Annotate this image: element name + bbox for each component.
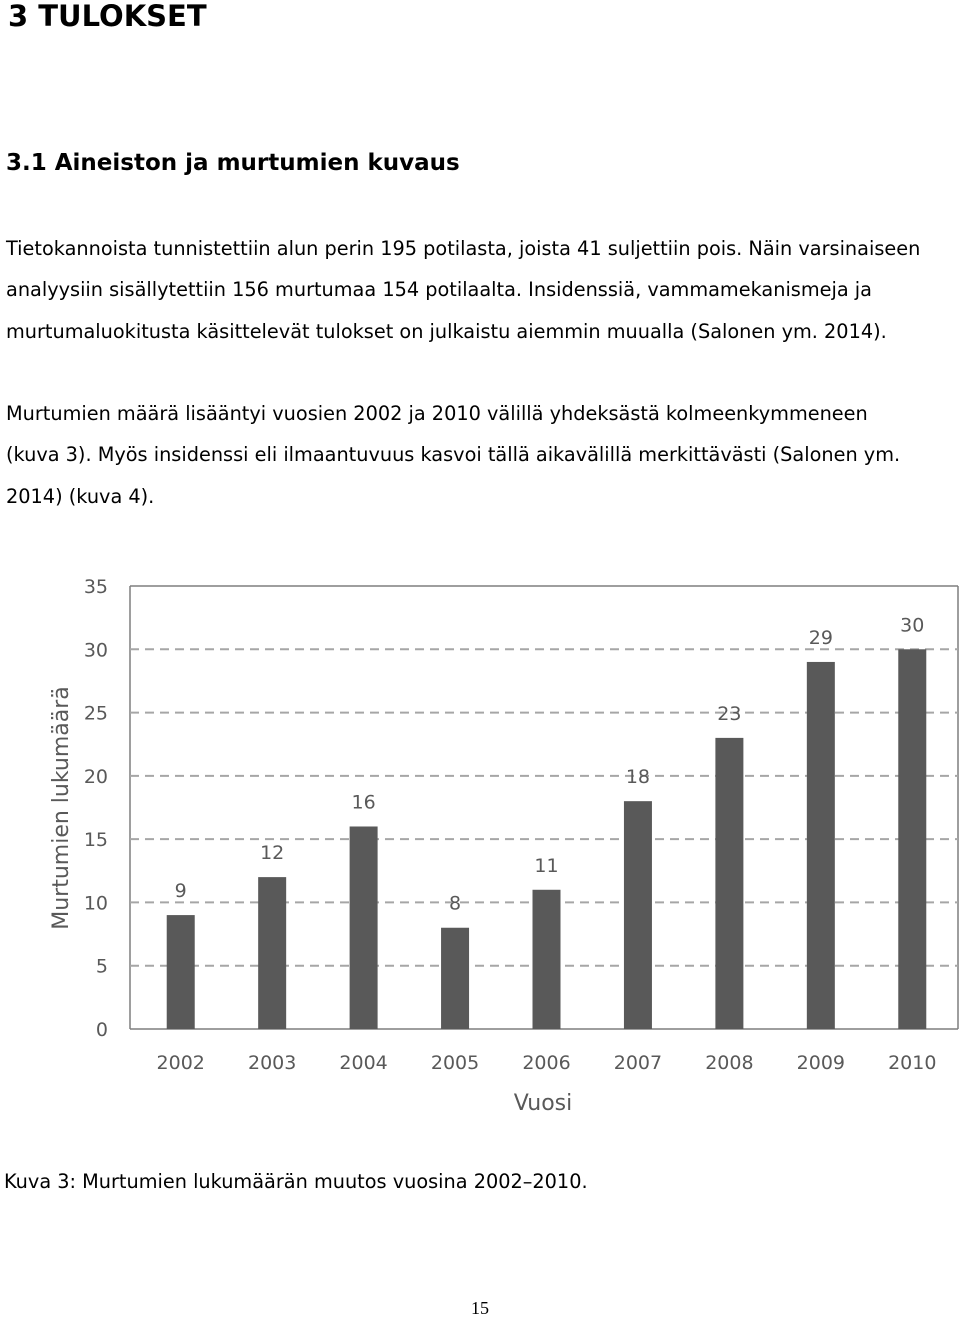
bar-2005 [441, 928, 469, 1029]
section-heading: 3 TULOKSET [8, 0, 207, 33]
data-label-2005: 8 [449, 892, 462, 915]
x-tick-label: 2009 [796, 1052, 846, 1074]
y-axis-title: Murtumien lukumäärä [49, 686, 74, 930]
bar-2004 [350, 826, 378, 1029]
bar-2002 [167, 915, 195, 1029]
paragraph-2-line: Murtumien määrä lisääntyi vuosien 2002 ja 2010 välillä yhdeksästä kolmeenkymmeneen [6, 402, 868, 425]
y-tick-label: 10 [83, 892, 108, 915]
bar-2008 [715, 738, 743, 1029]
bar-chart [0, 560, 960, 1130]
page-number: 15 [471, 1298, 489, 1318]
y-tick-label: 30 [83, 639, 108, 662]
x-axis-title: Vuosi [513, 1091, 573, 1116]
paragraph-1-line: murtumaluokitusta käsittelevät tulokset on julkaistu aiemmin muualla (Salonen ym. 2014). [6, 319, 887, 343]
data-label-2009: 29 [808, 626, 833, 649]
paragraph-1 [6, 228, 958, 352]
data-label-2004: 16 [351, 791, 376, 814]
bar-2010 [898, 649, 926, 1029]
x-tick-label: 2004 [339, 1052, 388, 1074]
paragraph-2 [6, 393, 958, 517]
bar-2006 [533, 890, 561, 1029]
x-tick-label: 2003 [247, 1052, 297, 1074]
paragraph-2-line: 2014) (kuva 4). [6, 484, 155, 508]
x-tick-label: 2007 [613, 1052, 663, 1074]
data-label-2003: 12 [260, 842, 285, 865]
bar-2007 [624, 801, 652, 1029]
y-tick-label: 5 [95, 955, 108, 978]
x-tick-label: 2002 [156, 1052, 205, 1074]
x-tick-label: 2010 [888, 1052, 937, 1074]
bar-2003 [258, 877, 286, 1029]
subsection-heading: 3.1 Aineiston ja murtumien kuvaus [6, 150, 460, 176]
chart-y-ticks [84, 576, 108, 1041]
data-label-2010: 30 [900, 614, 925, 637]
x-tick-label: 2006 [522, 1052, 571, 1074]
data-label-2007: 18 [625, 766, 651, 789]
x-tick-label: 2008 [705, 1052, 754, 1074]
data-label-2008: 23 [717, 702, 742, 725]
y-tick-label: 0 [95, 1019, 108, 1041]
y-tick-label: 20 [83, 765, 108, 788]
paragraph-2-line: (kuva 3). Myös insidenssi eli ilmaantuvuus kasvoi tällä aikavälillä merkittävästi (Salonen ym. [6, 443, 901, 467]
y-tick-label: 35 [83, 576, 108, 598]
figure-caption: Kuva 3: Murtumien lukumäärän muutos vuosina 2002–2010. [4, 1170, 588, 1193]
chart-x-ticks [157, 1052, 937, 1074]
y-tick-label: 25 [83, 702, 108, 725]
x-tick-label: 2005 [430, 1052, 480, 1074]
data-label-2006: 11 [534, 854, 559, 877]
paragraph-1-line: analyysiin sisällytettiin 156 murtumaa 154 potilaalta. Insidenssiä, vammamekanismeja ja [6, 278, 872, 302]
paragraph-1-line: Tietokannoista tunnistettiin alun perin 195 potilasta, joista 41 suljettiin pois. Näin varsinaiseen [6, 237, 921, 260]
bar-2009 [807, 662, 835, 1029]
y-tick-label: 15 [83, 829, 108, 852]
data-label-2002: 9 [174, 880, 187, 903]
